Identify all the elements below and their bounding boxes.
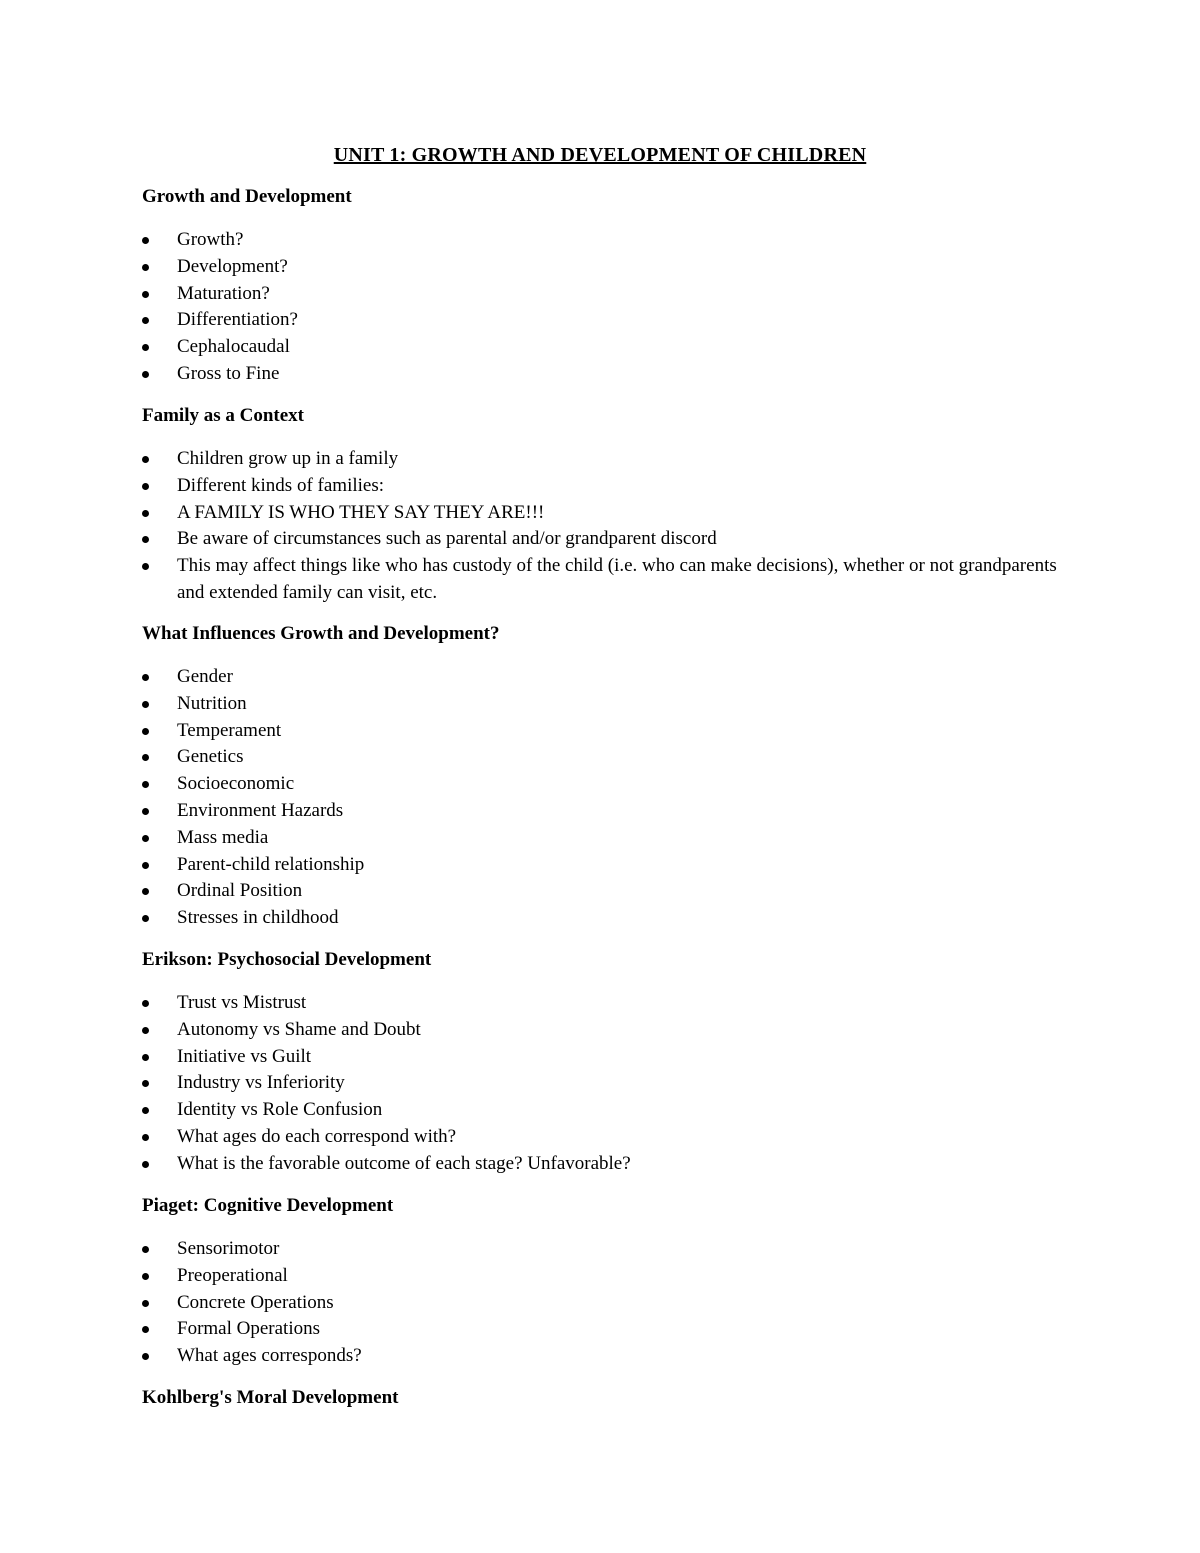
section-piaget <box>142 1194 1082 1370</box>
bullet-list <box>142 227 1082 388</box>
bullet-icon <box>142 1000 149 1007</box>
list-item <box>142 744 1082 771</box>
list-item-text: Ordinal Position <box>177 880 303 902</box>
bullet-icon <box>142 1273 149 1280</box>
list-item <box>142 1316 1082 1343</box>
list-item <box>142 361 1082 388</box>
list-item <box>142 664 1082 691</box>
list-item-text: Mass media <box>177 826 269 848</box>
list-item <box>142 1070 1082 1097</box>
list-item-text: Preoperational <box>177 1264 288 1286</box>
list-item-text: Industry vs Inferiority <box>177 1072 345 1094</box>
list-item-text: Cephalocaudal <box>177 336 290 358</box>
section-heading: Growth and Development <box>142 186 352 207</box>
bullet-list <box>142 990 1082 1178</box>
bullet-icon <box>142 754 149 761</box>
bullet-list <box>142 664 1082 932</box>
list-item <box>142 878 1082 905</box>
list-item <box>142 473 1082 500</box>
list-item-text: Different kinds of families: <box>177 474 385 496</box>
list-item <box>142 718 1082 745</box>
bullet-list <box>142 1236 1082 1370</box>
list-item <box>142 281 1082 308</box>
list-item <box>142 990 1082 1017</box>
section-heading: Piaget: Cognitive Development <box>142 1195 394 1216</box>
list-item-text: Identity vs Role Confusion <box>177 1099 383 1121</box>
bullet-icon <box>142 701 149 708</box>
list-item-text: Maturation? <box>177 282 270 304</box>
bullet-icon <box>142 1353 149 1360</box>
list-item <box>142 254 1082 281</box>
bullet-icon <box>142 1300 149 1307</box>
section-heading: Kohlberg's Moral Development <box>142 1387 399 1408</box>
bullet-icon <box>142 1161 149 1168</box>
bullet-icon <box>142 808 149 815</box>
list-item-text: Growth? <box>177 229 244 250</box>
list-item-text: Parent-child relationship <box>177 853 365 875</box>
list-item <box>142 1097 1082 1124</box>
list-item <box>142 691 1082 718</box>
list-item <box>142 446 1082 473</box>
list-item <box>142 852 1082 879</box>
bullet-icon <box>142 915 149 922</box>
list-item-text: Children grow up in a family <box>177 448 399 469</box>
list-item <box>142 1151 1082 1178</box>
list-item-text: Sensorimotor <box>177 1238 280 1259</box>
list-item <box>142 227 1082 254</box>
list-item-text: Development? <box>177 255 288 277</box>
list-item-text: A FAMILY IS WHO THEY SAY THEY ARE!!! <box>177 501 545 523</box>
list-item <box>142 1343 1082 1370</box>
bullet-icon <box>142 862 149 869</box>
list-item-text: What is the favorable outcome of each stage? Unfavorable? <box>177 1152 631 1174</box>
bullet-icon <box>142 1080 149 1087</box>
list-item-text: Trust vs Mistrust <box>177 992 307 1013</box>
list-item-text: What ages do each correspond with? <box>177 1125 457 1147</box>
section-erikson <box>142 948 1082 1178</box>
bullet-icon <box>142 1107 149 1114</box>
bullet-icon <box>142 264 149 271</box>
list-item-text: Environment Hazards <box>177 799 344 821</box>
bullet-icon <box>142 1054 149 1061</box>
list-item <box>142 553 1082 607</box>
list-item <box>142 771 1082 798</box>
list-item-text: Autonomy vs Shame and Doubt <box>177 1018 421 1040</box>
bullet-icon <box>142 291 149 298</box>
list-item <box>142 1236 1082 1263</box>
list-item <box>142 334 1082 361</box>
bullet-icon <box>142 483 149 490</box>
bullet-icon <box>142 456 149 463</box>
section-heading: What Influences Growth and Development? <box>142 623 500 644</box>
list-item-text: Genetics <box>177 746 244 768</box>
list-item <box>142 1044 1082 1071</box>
list-item-text: Be aware of circumstances such as parental and/or grandparent discord <box>177 528 717 550</box>
list-item-text: Gross to Fine <box>177 362 280 384</box>
section-family-as-a-context <box>142 404 1082 607</box>
bullet-icon <box>142 888 149 895</box>
list-item-text: Stresses in childhood <box>177 907 339 929</box>
bullet-icon <box>142 1326 149 1333</box>
list-item <box>142 798 1082 825</box>
section-heading: Erikson: Psychosocial Development <box>142 949 432 970</box>
list-item-text: This may affect things like who has custody of the child (i.e. who can make decisions), whether or not grandparents and extended family can visit, etc. <box>177 555 1057 603</box>
list-item-text: Initiative vs Guilt <box>177 1045 312 1067</box>
bullet-icon <box>142 1246 149 1253</box>
list-item <box>142 1017 1082 1044</box>
list-item-text: Temperament <box>177 719 282 741</box>
bullet-icon <box>142 510 149 517</box>
section-kohlberg <box>142 1386 1082 1410</box>
bullet-icon <box>142 674 149 681</box>
list-item <box>142 1124 1082 1151</box>
list-item <box>142 905 1082 932</box>
list-item-text: Differentiation? <box>177 309 298 331</box>
list-item-text: Socioeconomic <box>177 773 295 795</box>
section-what-influences-growth <box>142 622 1082 932</box>
list-item-text: Concrete Operations <box>177 1291 334 1313</box>
list-item <box>142 1290 1082 1317</box>
bullet-icon <box>142 728 149 735</box>
bullet-icon <box>142 781 149 788</box>
list-item <box>142 307 1082 334</box>
list-item-text: Formal Operations <box>177 1318 321 1340</box>
document-title: UNIT 1: GROWTH AND DEVELOPMENT OF CHILDREN <box>333 144 867 166</box>
bullet-icon <box>142 536 149 543</box>
list-item-text: What ages corresponds? <box>177 1345 362 1367</box>
list-item-text: Gender <box>177 666 233 687</box>
bullet-icon <box>142 371 149 378</box>
bullet-icon <box>142 317 149 324</box>
bullet-icon <box>142 237 149 244</box>
bullet-icon <box>142 835 149 842</box>
bullet-icon <box>142 1027 149 1034</box>
list-item <box>142 825 1082 852</box>
section-heading: Family as a Context <box>142 405 305 426</box>
bullet-list <box>142 446 1082 607</box>
bullet-icon <box>142 344 149 351</box>
list-item <box>142 500 1082 527</box>
list-item <box>142 1263 1082 1290</box>
list-item-text: Nutrition <box>177 692 247 714</box>
section-growth-and-development <box>142 185 1082 388</box>
bullet-icon <box>142 1134 149 1141</box>
list-item <box>142 526 1082 553</box>
bullet-icon <box>142 563 149 570</box>
